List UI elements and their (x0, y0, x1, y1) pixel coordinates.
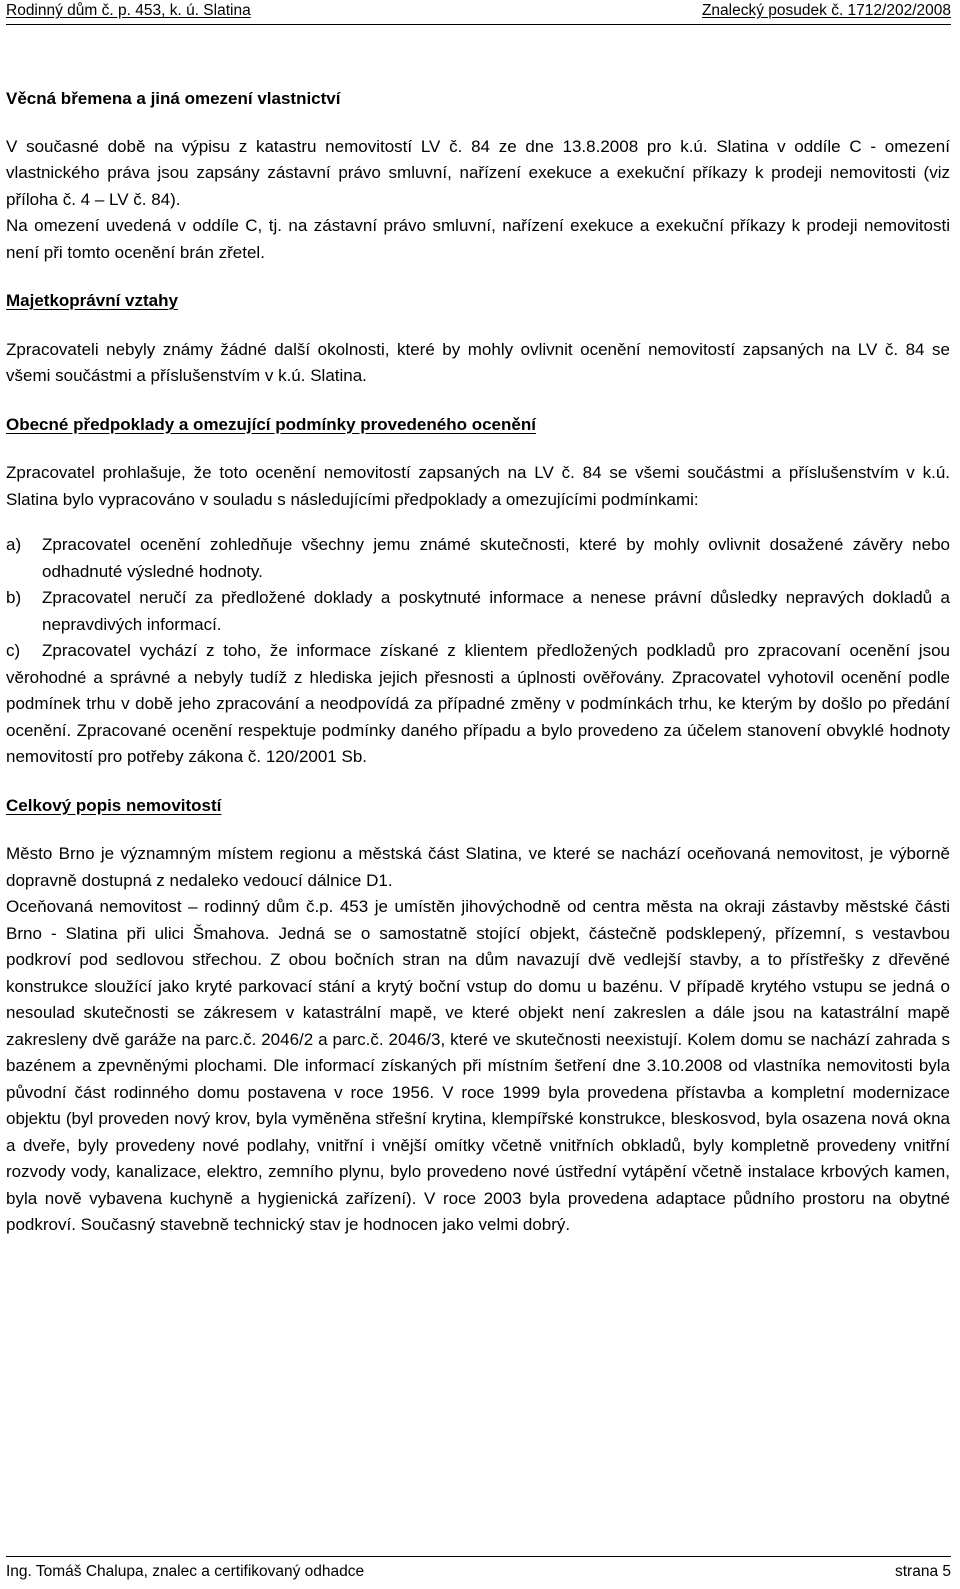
list-marker: a) (6, 535, 22, 554)
list-marker: b) (6, 588, 22, 607)
page-footer (6, 1556, 951, 1587)
burdens-paragraph-1: V současné době na výpisu z katastru nemovitostí LV č. 84 ze dne 13.8.2008 pro k.ú. Slatina v oddíle C - omezení vlastnického práva jsou zapsány zástavní právo smluvní, nařízení exekuce a exekuční příkazy k prodeji nemovitosti (viz příloha č. 4 – LV č. 84). (6, 136, 950, 209)
list-item (6, 638, 950, 771)
list-item-text: Zpracovatel neručí za předložené doklady a poskytnuté informace a nenese právní důsledky nepravých dokladů a nepravdivých informací. (42, 588, 950, 634)
assumptions-list (6, 532, 950, 771)
header-right: Znalecký posudek č. 1712/202/2008 (701, 2, 951, 19)
heading-assumptions: Obecné předpoklady a omezující podmínky provedeného ocenění (6, 414, 536, 434)
list-item-text: Zpracovatel vychází z toho, že informace získané z klientem předložených podkladů pro zpracovaní ocenění jsou věrohodné a správné a nebyly tudíž z hlediska jejich přesnosti a úplnosti ověřovány. Zpracovatel vyhotovil ocenění podle podmínek trhu v době jeho zpracování a neodpovídá za případné změny v podmínkách trhu, ke kterým by došlo po předání ocenění. Zpracované ocenění respektuje podmínky daného případu a bylo provedeno za účelem stanovení obvyklé hodnoty nemovitostí pro potřeby zákona č. 120/2001 Sb. (6, 641, 950, 766)
ownership-paragraph-1: Zpracovateli nebyly známy žádné další okolnosti, které by mohly ovlivnit ocenění nemovitostí zapsaných na LV č. 84 se všemi součástmi a příslušenstvím v k.ú. Slatina. (6, 339, 950, 385)
description-paragraph-2: Oceňovaná nemovitost – rodinný dům č.p. 453 je umístěn jihovýchodně od centra města na okraji zástavby městské části Brno - Slatina při ulici Šmahova. Jedná se o samostatně stojící objekt, částečně podsklepený, přízemní, s vestavbou podkroví pod sedlovou střechou. Z obou bočních stran na dům navazují dvě vedlejší stavby, a to přístřešky z dřevěné konstrukce sloužící jako kryté parkovací stání a krytý boční vstup do domu u bazénu. V případě krytého vstupu se jedná o nesoulad skutečnosti se zákresem v katastrální mapě, ve které objekt není zakreslen a dále jsou na katastrální mapě zakresleny dvě garáže na parc.č. 2046/2 a parc.č. 2046/3, které ve skutečnosti neexistují. Kolem domu se nachází zahrada s bazénem a zpevněnými plochami. Dle informací získaných při místním šetření dne 3.10.2008 od vlastníka nemovitosti byla původní část rodinného domu postavena v roce 1956. V roce 1999 byla provedena přístavba a kompletní modernizace objektu (byl proveden nový krov, byla vyměněna střešní krytina, klempířské konstrukce, bleskosvod, byla osazena nová okna a dveře, byly provedeny nové podlahy, vnitřní i vnější omítky včetně vnitřních obkladů, byly kompletně provedeny vnitřní rozvody vody, kanalizace, elektro, zemního plynu, bylo provedeno nové ústřední vytápění včetně instalace krbových kamen, byla nově vybavena kuchyně a hygienická zařízení). V roce 2003 byla provedena adaptace půdního prostoru na obytné podkroví. Současný stavebně technický stav je hodnocen jako velmi dobrý. (6, 897, 950, 1234)
page-number: strana 5 (894, 1563, 951, 1580)
heading-burdens: Věcná břemena a jiná omezení vlastnictví (6, 89, 341, 108)
footer-author: Ing. Tomáš Chalupa, znalec a certifikovaný odhadce (6, 1563, 365, 1580)
description-paragraph-1: Město Brno je významným místem regionu a městská část Slatina, ve které se nachází oceňovaná nemovitost, je výborně dopravně dostupná z nedaleko vedoucí dálnice D1. (6, 844, 950, 890)
page-header (6, 2, 951, 25)
burdens-paragraph-2: Na omezení uvedená v oddíle C, tj. na zástavní právo smluvní, nařízení exekuce a exekuční příkazy k prodeji nemovitosti není při tomto ocenění brán zřetel. (6, 216, 950, 262)
heading-ownership: Majetkoprávní vztahy (6, 291, 178, 310)
list-item (6, 532, 950, 585)
list-item (6, 585, 950, 638)
document-body (6, 86, 950, 1239)
list-item-text: Zpracovatel ocenění zohledňuje všechny jemu známé skutečnosti, které by mohly ovlivnit dosažené závěry nebo odhadnuté výsledné hodnoty. (42, 535, 950, 581)
heading-description: Celkový popis nemovitostí (6, 795, 222, 815)
assumptions-paragraph-1: Zpracovatel prohlašuje, že toto ocenění nemovitostí zapsaných na LV č. 84 se všemi součástmi a příslušenstvím v k.ú. Slatina bylo vypracováno v souladu s následujícími předpoklady a omezujícími podmínkami: (6, 463, 950, 509)
header-left: Rodinný dům č. p. 453, k. ú. Slatina (6, 2, 251, 19)
list-marker: c) (6, 641, 21, 660)
